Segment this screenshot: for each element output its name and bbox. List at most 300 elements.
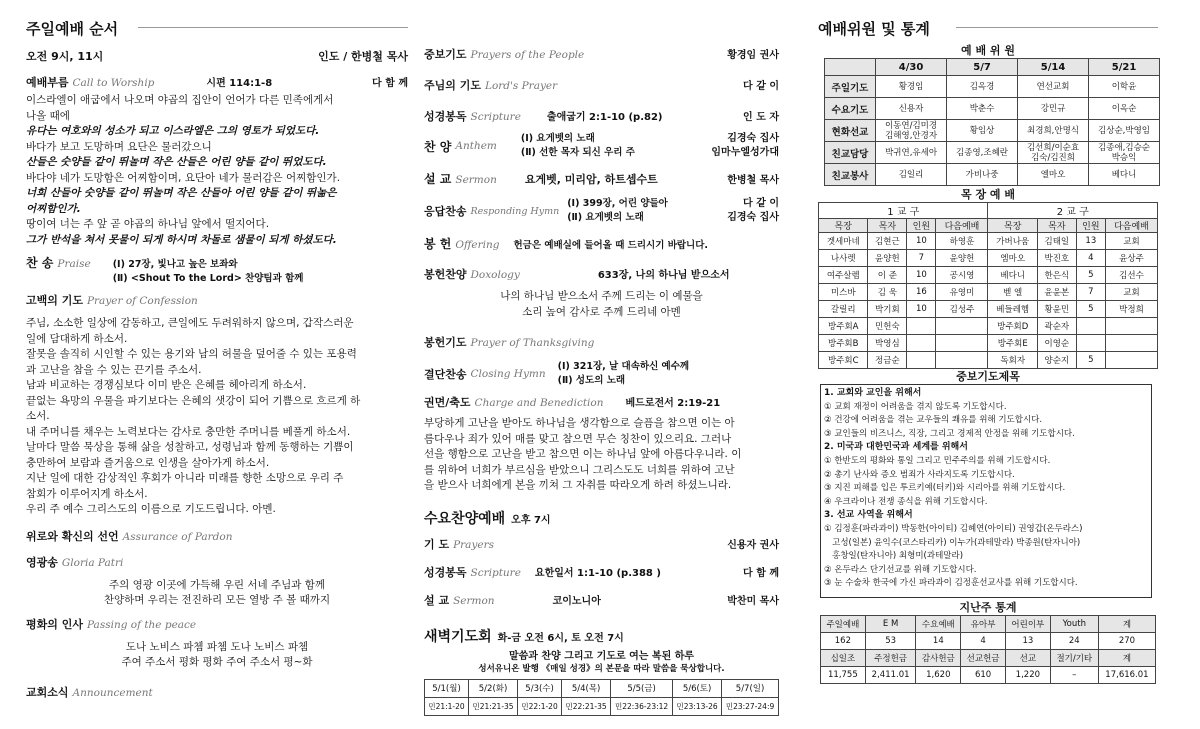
call-line: 산들은 숫양들 같이 뛰놀며 작은 산들은 어린 양들 같이 뛰었도다. — [26, 156, 327, 168]
mokjang-cell — [907, 335, 936, 352]
committee-cell: 김옥경 — [947, 76, 1018, 98]
confession-line: 주님, 소소한 일상에 감동하고, 큰일에도 두려워하지 않으며, 갑작스러운 — [26, 317, 354, 329]
item-person: 김경숙 집사 — [727, 212, 779, 223]
sermon — [424, 170, 779, 187]
item-english: Prayers of the People — [470, 49, 585, 61]
stats-table — [820, 615, 1156, 684]
table-row — [819, 267, 1158, 284]
sermon-title: 요게벳, 미리암, 하트셉수트 — [524, 173, 658, 186]
stats-cell: 어린이부 — [1005, 616, 1050, 633]
stats-cell: 2,411.01 — [865, 667, 916, 684]
item-label: 성경봉독 — [424, 110, 467, 123]
intercession-item: 2. 미국과 대한민국과 세계를 위해서 — [824, 442, 968, 453]
order-of-worship-column-2 — [424, 46, 779, 716]
confession-line: 일에 담대하게 하소서. — [26, 332, 128, 345]
mokjang-cell: 13 — [1076, 233, 1105, 250]
charge-line: 를 위하여 너희가 부르심을 받았으니 그리스도도 너희를 위하여 고난 — [424, 463, 735, 476]
stats-cell: 11,755 — [821, 667, 866, 684]
praise-item: (Ⅱ) <Shout To the Lord> 찬양팀과 함께 — [112, 273, 304, 284]
committee-stats-column — [818, 0, 1158, 684]
item-person: 다 같 이 — [743, 198, 779, 209]
sermon-title: 코이노니아 — [552, 595, 601, 607]
mokjang-cell: 김현근 — [868, 233, 907, 250]
date-cell: 4/30 — [876, 59, 947, 76]
stats-cell: – — [1050, 667, 1098, 684]
reference-cell: 민22:1-20 — [518, 697, 562, 715]
praise-item: (Ⅰ) 27장, 빛나고 높은 보좌와 — [112, 259, 238, 270]
table-row — [821, 650, 1156, 667]
committee-cell: 김상순,박영임 — [1089, 120, 1160, 142]
table-row — [825, 164, 1160, 186]
header-cell: 목장 — [988, 219, 1037, 233]
item-label: 권면/축도 — [424, 396, 471, 409]
doxology-line: 나의 하나님 받으소서 주께 드리는 이 예물을 — [500, 290, 703, 302]
table-row — [819, 352, 1158, 369]
day-cell: 5/1(월) — [425, 679, 469, 697]
table-row — [825, 98, 1160, 120]
intercession-item: ② 건강에 어려움을 겪는 교우들의 쾌유를 위해 기도합시다. — [824, 415, 1043, 426]
doxology-line: 소리 높여 감사로 주께 드리네 아멘 — [522, 306, 681, 318]
stats-cell: 53 — [865, 633, 916, 650]
intercession-list — [820, 384, 1152, 598]
offering — [424, 235, 779, 252]
mokjang-cell: 하영훈 — [936, 233, 988, 250]
call-line: 그가 반석을 쳐서 못물이 되게 하시며 차돌로 샘물이 되게 하셨도다. — [26, 233, 337, 246]
dawn-schedule-table — [424, 679, 779, 716]
item-english: Anthem — [455, 140, 497, 152]
committee-cell: 황경임 — [876, 76, 947, 98]
committee-cell: 엘마오 — [1017, 164, 1088, 186]
responding-hymn — [424, 197, 779, 225]
item-person: 김경숙 집사 — [727, 133, 779, 144]
item-english: Sermon — [453, 594, 495, 607]
intercession-item: ② 총기 난사와 증오 범죄가 사라지도록 기도합시다. — [824, 469, 1015, 480]
order-of-worship-column — [26, 0, 408, 700]
call-line: 이스라엘이 애굽에서 나오며 야곱의 집안이 언어가 다른 민족에게서 — [26, 94, 334, 106]
mokjang-cell: 정금순 — [868, 352, 907, 369]
mokjang-cell: 갈릴리 — [819, 301, 868, 318]
item-person: 인 도 자 — [743, 112, 779, 123]
wed-prayer — [424, 536, 779, 552]
table-row — [819, 284, 1158, 301]
committee-cell: 베다니 — [1089, 164, 1160, 186]
mokjang-cell: 7 — [1076, 284, 1105, 301]
role-cell: 수요기도 — [825, 98, 876, 120]
mokjang-cell — [1076, 318, 1105, 335]
stats-cell: 주정헌금 — [865, 650, 916, 667]
item-english: Praise — [57, 258, 91, 270]
mokjang-cell: 방주회E — [988, 335, 1037, 352]
confession-line: 끝없는 욕망의 우물을 파기보다는 은혜의 샛강이 되어 기쁨으로 흐르게 하 — [26, 394, 361, 407]
anthem-item: (Ⅰ) 요게벳의 노래 — [520, 133, 595, 144]
item-english: Lord's Prayer — [484, 80, 558, 92]
region-cell: 1 교 구 — [819, 203, 988, 219]
header-cell: 목장 — [819, 219, 868, 233]
charge-line: 부당하게 고난을 받아도 하나님을 생각함으로 슬픔을 참으면 이는 아 — [424, 417, 735, 429]
title-rule — [956, 27, 1158, 28]
stats-cell: 270 — [1098, 633, 1155, 650]
table-row — [825, 76, 1160, 98]
table-row — [825, 120, 1160, 142]
mokjang-cell: 방주회C — [819, 352, 868, 369]
table-row — [825, 142, 1160, 164]
mokjang-cell — [1105, 352, 1157, 369]
dawn-time: 화-금 오전 6시, 토 오전 7시 — [497, 632, 624, 644]
gloria-patri — [26, 554, 408, 570]
intercession-item: 3. 선교 사역을 위해서 — [824, 510, 913, 521]
item-english: Assurance of Pardon — [122, 530, 233, 543]
call-to-worship-text — [26, 93, 408, 248]
item-english: Scripture — [470, 111, 521, 123]
mokjang-cell: 유영미 — [936, 284, 988, 301]
committee-cell: 최경희,안명식 — [1017, 120, 1088, 142]
hymn-item: (Ⅱ) 성도의 노래 — [557, 375, 626, 386]
passing-of-peace — [26, 616, 408, 632]
committee-cell: 황임상 — [947, 120, 1018, 142]
date-cell: 5/14 — [1017, 59, 1088, 76]
table-row — [819, 219, 1158, 233]
item-person: 신용자 권사 — [727, 539, 779, 551]
charge-line: 을 받으사 너희에게 본을 끼쳐 그 자취를 따라오게 하려 하셨느니라. — [424, 479, 732, 491]
committee-cell: 이옥순 — [1089, 98, 1160, 120]
intercession-item: ④ 우크라이나 전쟁 종식을 위해 기도합시다. — [824, 496, 988, 507]
item-english: Offering — [455, 239, 500, 251]
stats-cell: 162 — [821, 633, 866, 650]
committee-cell: 연선교회 — [1017, 76, 1088, 98]
item-english: Doxology — [470, 269, 520, 281]
stats-cell: 절기/기타 — [1050, 650, 1098, 667]
mokjang-cell: 김선수 — [1105, 267, 1157, 284]
committee-cell: 이학윤 — [1089, 76, 1160, 98]
intercession-item: ① 교회 재정이 어려움을 겪지 않도록 기도합시다. — [824, 401, 1007, 412]
confession-line: 우리 주 예수 그리스도의 이름으로 기도드립니다. 아멘. — [26, 503, 276, 515]
item-label: 위로와 확신의 선언 — [26, 529, 119, 543]
item-label: 기 도 — [424, 537, 450, 551]
day-cell: 5/6(토) — [673, 679, 722, 697]
item-english: Gloria Patri — [61, 556, 124, 569]
confession-line: 내 주머니를 채우는 노력보다는 감사로 충만한 주머니를 베풀게 하소서. — [26, 425, 351, 438]
header-cell: 목자 — [868, 219, 907, 233]
header-cell: 인원 — [1076, 219, 1105, 233]
mokjang-cell: 베들레헴 — [988, 301, 1037, 318]
item-label: 찬 송 — [26, 256, 54, 270]
item-english: Scripture — [470, 566, 521, 579]
item-label: 봉헌기도 — [424, 336, 467, 349]
committee-cell: 박춘수 — [947, 98, 1018, 120]
mokjang-table — [818, 202, 1158, 369]
stats-cell: 17,616.01 — [1098, 667, 1155, 684]
mokjang-cell: 10 — [907, 233, 936, 250]
stats-cell: 수요예배 — [916, 616, 961, 633]
confession-line: 과 고난을 참을 수 있는 끈기를 주소서. — [26, 363, 202, 376]
mokjang-cell: 김성주 — [936, 301, 988, 318]
item-label: 봉헌찬양 — [424, 268, 467, 281]
mokjang-cell: 박정희 — [1105, 301, 1157, 318]
reference-cell: 민23:13-26 — [673, 697, 722, 715]
item-person: 다 같 이 — [743, 81, 779, 92]
mokjang-cell — [1105, 318, 1157, 335]
stats-cell: 주일예배 — [821, 616, 866, 633]
committee-table — [824, 58, 1160, 186]
item-english: Prayer of Confession — [86, 295, 198, 307]
mokjang-cell — [936, 318, 988, 335]
mokjang-cell — [1076, 335, 1105, 352]
table-row — [821, 633, 1156, 650]
item-english: Prayer of Thanksgiving — [470, 337, 595, 349]
confession-line: 충만하여 보람과 즐거움으로 인생을 살아가게 하소서. — [26, 456, 270, 469]
stats-cell: 계 — [1098, 616, 1155, 633]
mokjang-cell: 겟세마네 — [819, 233, 868, 250]
confession-line: 날마다 말씀 묵상을 통해 삶을 성찰하고, 성령님과 함께 동행하는 기쁨이 — [26, 441, 354, 453]
reference-cell: 민21:21-35 — [469, 697, 518, 715]
item-label: 영광송 — [26, 555, 58, 569]
item-person: 한병철 목사 — [727, 175, 779, 186]
mokjang-cell: 박진호 — [1037, 250, 1076, 267]
mokjang-cell: 윤윤본 — [1037, 284, 1076, 301]
mokjang-cell: 방주회A — [819, 318, 868, 335]
role-cell: 현화선교 — [825, 120, 876, 142]
mokjang-title: 목 장 예 배 — [961, 188, 1015, 201]
intercession-item: 고성(일본) 윤익수(코스타리카) 이누가(과테말라) 박종원(탄자니아) — [824, 537, 1081, 548]
committee-cell: 김종애,김승순 박승익 — [1089, 142, 1160, 164]
committee-cell: 김선희/이순효 김숙/김진희 — [1017, 142, 1088, 164]
dawn-line: 성서유니온 발행 《매일 성경》의 본문을 따라 말씀을 묵상합니다. — [478, 663, 725, 674]
item-person: 황경임 권사 — [727, 50, 779, 61]
mokjang-cell: 윤양헌 — [936, 250, 988, 267]
closing-hymn — [424, 360, 779, 388]
mokjang-cell — [907, 318, 936, 335]
mokjang-cell: 5 — [1076, 301, 1105, 318]
item-english: Announcement — [72, 686, 153, 699]
item-label: 중보기도 — [424, 48, 467, 61]
mokjang-cell: 베다니 — [988, 267, 1037, 284]
stats-cell: Youth — [1050, 616, 1098, 633]
confession-text — [26, 316, 408, 518]
call-line: 너희 산들아 숫양들 같이 뛰놀며 작은 산들아 어린 양들 같이 뛰놂은 — [26, 187, 337, 199]
call-to-worship — [26, 74, 408, 90]
section-title-text: 예배위원 및 통계 — [818, 20, 930, 38]
mokjang-cell: 곽순자 — [1037, 318, 1076, 335]
item-person: 박찬미 목사 — [727, 595, 779, 607]
table-row — [425, 679, 779, 697]
intercession-item: ③ 교인들의 비즈니스, 직장, 그리고 경제적 안정을 위해 기도합시다. — [824, 428, 1075, 439]
intercession-item: ③ 눈 수술차 한국에 가신 파라과이 김정훈선교사를 위해 기도합시다. — [824, 578, 1078, 589]
table-row — [821, 616, 1156, 633]
hymn-item: (Ⅱ) 요게벳의 노래 — [567, 212, 644, 223]
stats-cell: 14 — [916, 633, 961, 650]
committee-cell: 김종영,조혜란 — [947, 142, 1018, 164]
charge-line: 름다우나 죄가 있어 매를 맞고 참으면 무슨 칭찬이 있으리요. 그러나 — [424, 432, 732, 445]
item-english: Call to Worship — [72, 77, 155, 89]
mokjang-cell: 김 욱 — [868, 284, 907, 301]
mokjang-cell — [936, 352, 988, 369]
date-cell: 5/7 — [947, 59, 1018, 76]
item-english: Passing of the peace — [86, 618, 197, 631]
prayer-of-thanksgiving — [424, 334, 779, 350]
intercession-item: ① 김정훈(파라과이) 박동한(아이티) 김혜연(아이티) 권영갑(온두라스) — [824, 523, 1083, 534]
header-cell: 목자 — [1037, 219, 1076, 233]
table-row — [821, 667, 1156, 684]
dawn-title: 새벽기도회 — [424, 628, 492, 645]
mokjang-cell: 여주살렘 — [819, 267, 868, 284]
mokjang-cell: 공시영 — [936, 267, 988, 284]
committee-cell: 강민규 — [1017, 98, 1088, 120]
mokjang-cell — [1105, 335, 1157, 352]
prayer-of-confession — [26, 292, 408, 308]
committee-cell: 이동연/김미경 김해영,안경자 — [876, 120, 947, 142]
wednesday-time: 오후 7시 — [511, 514, 551, 526]
item-label: 주님의 기도 — [424, 79, 481, 92]
stats-cell: E M — [865, 616, 916, 633]
mokjang-cell — [936, 335, 988, 352]
stats-cell: 선교헌금 — [961, 650, 1006, 667]
item-reference: 출애굽기 2:1-10 (p.82) — [546, 112, 663, 123]
confession-line: 소서. — [26, 410, 50, 422]
announcement — [26, 684, 408, 700]
day-cell: 5/2(화) — [469, 679, 518, 697]
stats-cell: 24 — [1050, 633, 1098, 650]
item-label: 교회소식 — [26, 685, 69, 699]
mokjang-cell: 가버나움 — [988, 233, 1037, 250]
intercession-title: 중보기도제목 — [956, 370, 1020, 383]
item-label: 결단찬송 — [424, 368, 467, 381]
corner-cell — [825, 59, 876, 76]
mokjang-cell: 방주회B — [819, 335, 868, 352]
table-row — [819, 301, 1158, 318]
mokjang-cell: 7 — [907, 250, 936, 267]
mokjang-cell: 한은식 — [1037, 267, 1076, 284]
reference-cell: 민22:21-35 — [562, 697, 611, 715]
call-line: 나올 때에 — [26, 109, 70, 122]
section-title — [26, 18, 408, 40]
item-person: 다 함 께 — [372, 78, 408, 89]
day-cell: 5/5(금) — [611, 679, 673, 697]
item-reference: 요한일서 1:1-10 (p.388 ) — [534, 567, 661, 579]
mokjang-cell — [907, 352, 936, 369]
call-line: 어찌함인가. — [26, 202, 81, 215]
title-rule — [138, 27, 408, 28]
table-row — [819, 233, 1158, 250]
mokjang-cell: 윤상주 — [1105, 250, 1157, 267]
offering-note: 헌금은 예배실에 들어올 때 드리시기 바랍니다. — [513, 240, 709, 251]
committee-cell: 김일리 — [876, 164, 947, 186]
mokjang-cell: 윤양헌 — [868, 250, 907, 267]
region-cell: 2 교 구 — [988, 203, 1158, 219]
committee-title: 예 배 위 원 — [961, 44, 1015, 57]
mokjang-cell: 엠마오 — [988, 250, 1037, 267]
gloria-line: 주의 영광 이곳에 가득해 우린 서네 주님과 함께 — [108, 578, 326, 591]
item-english: Charge and Benediction — [474, 397, 604, 409]
mokjang-cell: 민헌숙 — [868, 318, 907, 335]
call-line: 유다는 여호와의 성소가 되고 이스라엘은 그의 영토가 되었도다. — [26, 125, 320, 137]
date-cell: 5/21 — [1089, 59, 1160, 76]
doxology — [424, 266, 779, 282]
item-english: Sermon — [455, 174, 497, 186]
day-cell: 5/4(목) — [562, 679, 611, 697]
stats-cell: 계 — [1098, 650, 1155, 667]
item-reference: 시편 114:1-8 — [206, 78, 273, 89]
header-cell: 다음예배 — [1105, 219, 1157, 233]
stats-cell: 유아부 — [961, 616, 1006, 633]
mokjang-cell: 이 준 — [868, 267, 907, 284]
mokjang-cell: 미스바 — [819, 284, 868, 301]
reference-cell: 민23:27-24:9 — [722, 697, 779, 715]
reference-cell: 민21:1-20 — [425, 697, 469, 715]
service-times: 오전 9시, 11시 — [26, 50, 104, 63]
leader: 인도 / 한병철 목사 — [318, 50, 408, 63]
mokjang-cell: 박영심 — [868, 335, 907, 352]
mokjang-cell: 벧 엘 — [988, 284, 1037, 301]
assurance-of-pardon — [26, 528, 408, 544]
table-row — [825, 59, 1160, 76]
day-cell: 5/7(일) — [722, 679, 779, 697]
mokjang-cell: 교회 — [1105, 233, 1157, 250]
stats-cell: 4 — [961, 633, 1006, 650]
mokjang-cell: 교회 — [1105, 284, 1157, 301]
anthem — [424, 132, 779, 160]
mokjang-cell: 이영순 — [1037, 335, 1076, 352]
table-row — [819, 250, 1158, 267]
item-person: 다 함 께 — [743, 567, 779, 579]
mokjang-cell: 황윤민 — [1037, 301, 1076, 318]
item-label: 응답찬송 — [424, 205, 467, 218]
item-label: 평화의 인사 — [26, 617, 83, 631]
dawn-prayer — [424, 626, 779, 646]
mokjang-cell: 16 — [907, 284, 936, 301]
mokjang-cell: 양순지 — [1037, 352, 1076, 369]
mokjang-cell: 10 — [907, 267, 936, 284]
prayers-of-people — [424, 46, 779, 62]
mokjang-cell: 5 — [1076, 352, 1105, 369]
wed-scripture — [424, 564, 779, 580]
call-line: 바다야 네가 도망함은 어찌함이며, 요단아 네가 물러감은 어찌함인가. — [26, 171, 341, 184]
call-line: 바다가 보고 도망하며 요단은 물러갔으니 — [26, 140, 212, 153]
wednesday-title: 수요찬양예배 — [424, 510, 506, 527]
item-label: 설 교 — [424, 593, 450, 607]
role-cell: 친교봉사 — [825, 164, 876, 186]
stats-cell: 13 — [1005, 633, 1050, 650]
intercession-item: ③ 지진 피해를 입은 투르키예(터키)와 시리아를 위해 기도합시다. — [824, 483, 1066, 494]
praise — [26, 254, 408, 286]
stats-cell: 610 — [961, 667, 1006, 684]
mokjang-cell: 방주회D — [988, 318, 1037, 335]
header-cell: 인원 — [907, 219, 936, 233]
mokjang-cell: 10 — [907, 301, 936, 318]
intercession-item: ① 한반도의 평화와 통일 그리고 민주주의를 위해 기도합시다. — [824, 455, 1051, 466]
anthem-item: (Ⅱ) 선한 목자 되신 우리 주 — [520, 147, 635, 158]
charge-line: 선을 행함으로 고난을 받고 참으면 이는 하나님 앞에 아름다우니라. 이 — [424, 448, 742, 460]
charge-and-benediction — [424, 394, 779, 410]
committee-cell: 박귀연,유세아 — [876, 142, 947, 164]
table-row — [819, 318, 1158, 335]
intercession-item: 홍창일(탄자니아) 최형미(과테말라) — [824, 551, 964, 562]
table-row — [819, 335, 1158, 352]
item-label: 성경봉독 — [424, 565, 467, 579]
table-row — [425, 697, 779, 715]
mokjang-cell: 4 — [1076, 250, 1105, 267]
reference-cell: 민22:36-23:12 — [611, 697, 673, 715]
mokjang-cell: 나사렛 — [819, 250, 868, 267]
item-label: 고백의 기도 — [26, 294, 83, 307]
item-label: 찬 양 — [424, 139, 452, 154]
role-cell: 주일기도 — [825, 76, 876, 98]
item-english: Closing Hymn — [470, 368, 546, 380]
gloria-line: 찬양하며 우리는 전진하리 모든 열방 주 볼 때까지 — [103, 593, 331, 606]
item-english: Responding Hymn — [470, 205, 560, 217]
stats-cell: 감사헌금 — [916, 650, 961, 667]
lords-prayer — [424, 77, 779, 93]
item-label: 설 교 — [424, 172, 452, 186]
